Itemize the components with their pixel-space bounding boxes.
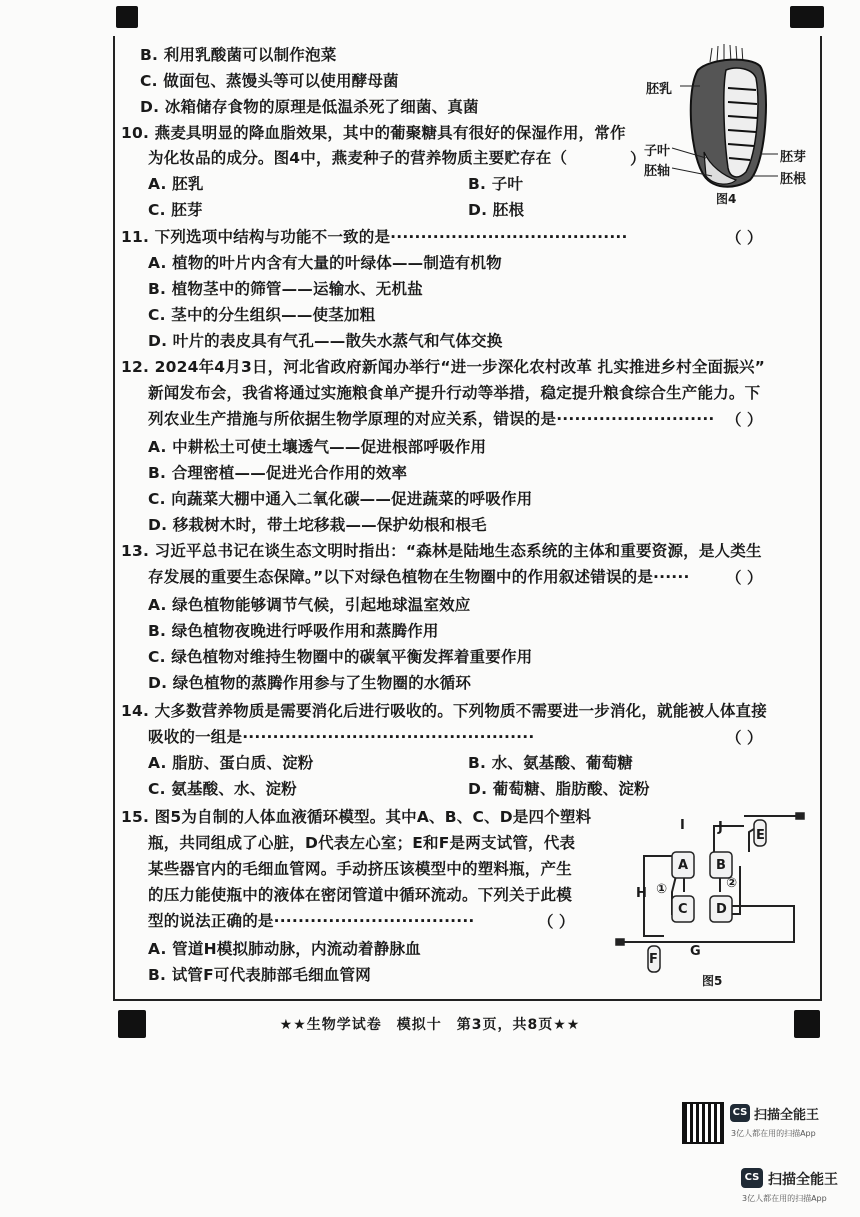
page-footer: ★★生物学试卷 模拟十 第3页，共8页★★ — [279, 1017, 581, 1033]
q12-stem-line3: 列农业生产措施与所依据生物学原理的对应关系，错误的是·························· — [148, 410, 715, 428]
q10-option-d: D. 胚根 — [468, 201, 525, 219]
scanner-brand: 扫描全能王 — [754, 1108, 820, 1123]
q13-stem-line1: 13. 习近平总书记在谈生态文明时指出：“森林是陆地生态系统的主体和重要资源，是人类生 — [121, 542, 762, 560]
figure5-label-j: J — [718, 820, 723, 835]
q15-stem-line1: 15. 图5为自制的人体血液循环模型。其中A、B、C、D是四个塑料 — [121, 808, 592, 826]
q14-option-d: D. 葡萄糖、脂肪酸、淀粉 — [468, 780, 650, 798]
q13-stem-line2: 存发展的重要生态保障。”以下对绿色植物在生物圈中的作用叙述错误的是······ — [148, 568, 690, 586]
figure5-label-b: B — [716, 858, 726, 873]
q12-answer-paren: （ ） — [726, 411, 763, 429]
scanner-tagline: 3亿人都在用的扫描App — [731, 1129, 816, 1138]
registration-mark-top-right — [790, 6, 824, 28]
figure5-label-i: I — [680, 818, 685, 833]
figure4-label-radicle: 胚根 — [780, 172, 807, 187]
figure5-label-h: H — [636, 886, 647, 901]
q13-answer-paren: （ ） — [726, 569, 763, 587]
figure4-seed-diagram — [640, 40, 815, 210]
q10-option-a: A. 胚乳 — [148, 175, 204, 193]
q10-answer-paren: ） — [630, 150, 646, 168]
q9-option-d: D. 冰箱储存食物的原理是低温杀死了细菌、真菌 — [140, 98, 479, 116]
q11-option-a: A. 植物的叶片内含有大量的叶绿体——制造有机物 — [148, 254, 502, 272]
q14-stem-line2: 吸收的一组是················································ — [148, 728, 535, 746]
qr-code — [682, 1102, 724, 1144]
q11-option-c: C. 茎中的分生组织——使茎加粗 — [148, 306, 376, 324]
q15-stem-line2: 瓶，共同组成了心脏，D代表左心室；E和F是两支试管，代表 — [148, 834, 576, 852]
figure5-label-e: E — [756, 828, 765, 843]
q9-option-b: B. 利用乳酸菌可以制作泡菜 — [140, 46, 337, 64]
figure5-circulation-model — [614, 806, 814, 994]
figure5-label-c: C — [678, 902, 688, 917]
q12-option-d: D. 移栽树木时，带土坨移栽——保护幼根和根毛 — [148, 516, 487, 534]
q12-option-c: C. 向蔬菜大棚中通入二氧化碳——促进蔬菜的呼吸作用 — [148, 490, 533, 508]
q15-stem-line4: 的压力能使瓶中的液体在密闭管道中循环流动。下列关于此模 — [148, 886, 572, 904]
q12-option-a: A. 中耕松土可使土壤透气——促进根部呼吸作用 — [148, 438, 487, 456]
q11-answer-paren: （ ） — [726, 229, 763, 247]
scanner-brand-bottom: 扫描全能王 — [768, 1172, 838, 1188]
q15-option-a: A. 管道H模拟肺动脉，内流动着静脉血 — [148, 940, 421, 958]
registration-mark-top-left — [116, 6, 138, 28]
q14-option-a: A. 脂肪、蛋白质、淀粉 — [148, 754, 314, 772]
figure5-label-circle-1: ① — [656, 882, 668, 897]
figure5-label-a: A — [678, 858, 689, 873]
figure5-label-d: D — [716, 902, 727, 917]
q15-stem-line5: 型的说法正确的是································· — [148, 912, 475, 930]
q11-stem: 11. 下列选项中结构与功能不一致的是······································· — [121, 228, 628, 246]
q12-stem-line1: 12. 2024年4月3日，河北省政府新闻办举行“进一步深化农村改革 扎实推进乡村全面振兴” — [121, 358, 766, 376]
q10-stem-line1: 10. 燕麦具明显的降血脂效果，其中的葡聚糖具有很好的保湿作用，常作 — [121, 124, 626, 142]
q14-option-b: B. 水、氨基酸、葡萄糖 — [468, 754, 633, 772]
q13-option-d: D. 绿色植物的蒸腾作用参与了生物圈的水循环 — [148, 674, 472, 692]
q11-option-d: D. 叶片的表皮具有气孔——散失水蒸气和气体交换 — [148, 332, 503, 350]
q13-option-a: A. 绿色植物能够调节气候，引起地球温室效应 — [148, 596, 471, 614]
q12-stem-line2: 新闻发布会，我省将通过实施粮食单产提升行动等举措，稳定提升粮食综合生产能力。下 — [148, 384, 761, 402]
q13-option-c: C. 绿色植物对维持生物圈中的碳氧平衡发挥着重要作用 — [148, 648, 533, 666]
figure5-label-f: F — [649, 952, 658, 967]
figure5-label-circle-2: ② — [726, 876, 738, 891]
q15-stem-line3: 某些器官内的毛细血管网。手动挤压该模型中的塑料瓶，产生 — [148, 860, 572, 878]
q10-option-b: B. 子叶 — [468, 175, 524, 193]
q11-option-b: B. 植物茎中的筛管——运输水、无机盐 — [148, 280, 423, 298]
figure4-label-endosperm: 胚乳 — [646, 82, 673, 97]
figure5-caption: 图5 — [702, 974, 723, 988]
figure4-label-plumule: 胚芽 — [780, 150, 807, 165]
figure4-label-hypocotyl: 胚轴 — [644, 164, 671, 179]
q14-option-c: C. 氨基酸、水、淀粉 — [148, 780, 297, 798]
figure4-caption: 图4 — [716, 192, 737, 206]
q13-option-b: B. 绿色植物夜晚进行呼吸作用和蒸腾作用 — [148, 622, 439, 640]
q14-answer-paren: （ ） — [726, 729, 763, 747]
q12-option-b: B. 合理密植——促进光合作用的效率 — [148, 464, 408, 482]
scanner-tagline-bottom: 3亿人都在用的扫描App — [742, 1194, 827, 1203]
q10-stem-line2: 为化妆品的成分。图4中，燕麦种子的营养物质主要贮存在（ — [148, 149, 568, 167]
figure4-label-cotyledon: 子叶 — [644, 144, 671, 159]
q14-stem-line1: 14. 大多数营养物质是需要消化后进行吸收的。下列物质不需要进一步消化，就能被人体直接 — [121, 702, 767, 720]
scanner-logo-icon: CS — [730, 1104, 750, 1122]
figure5-label-g: G — [690, 944, 701, 959]
q9-option-c: C. 做面包、蒸馒头等可以使用酵母菌 — [140, 72, 399, 90]
q10-option-c: C. 胚芽 — [148, 201, 203, 219]
scanner-logo-icon-bottom: CS — [741, 1168, 763, 1188]
q15-option-b: B. 试管F可代表肺部毛细血管网 — [148, 966, 371, 984]
q15-answer-paren: （ ） — [538, 913, 575, 931]
